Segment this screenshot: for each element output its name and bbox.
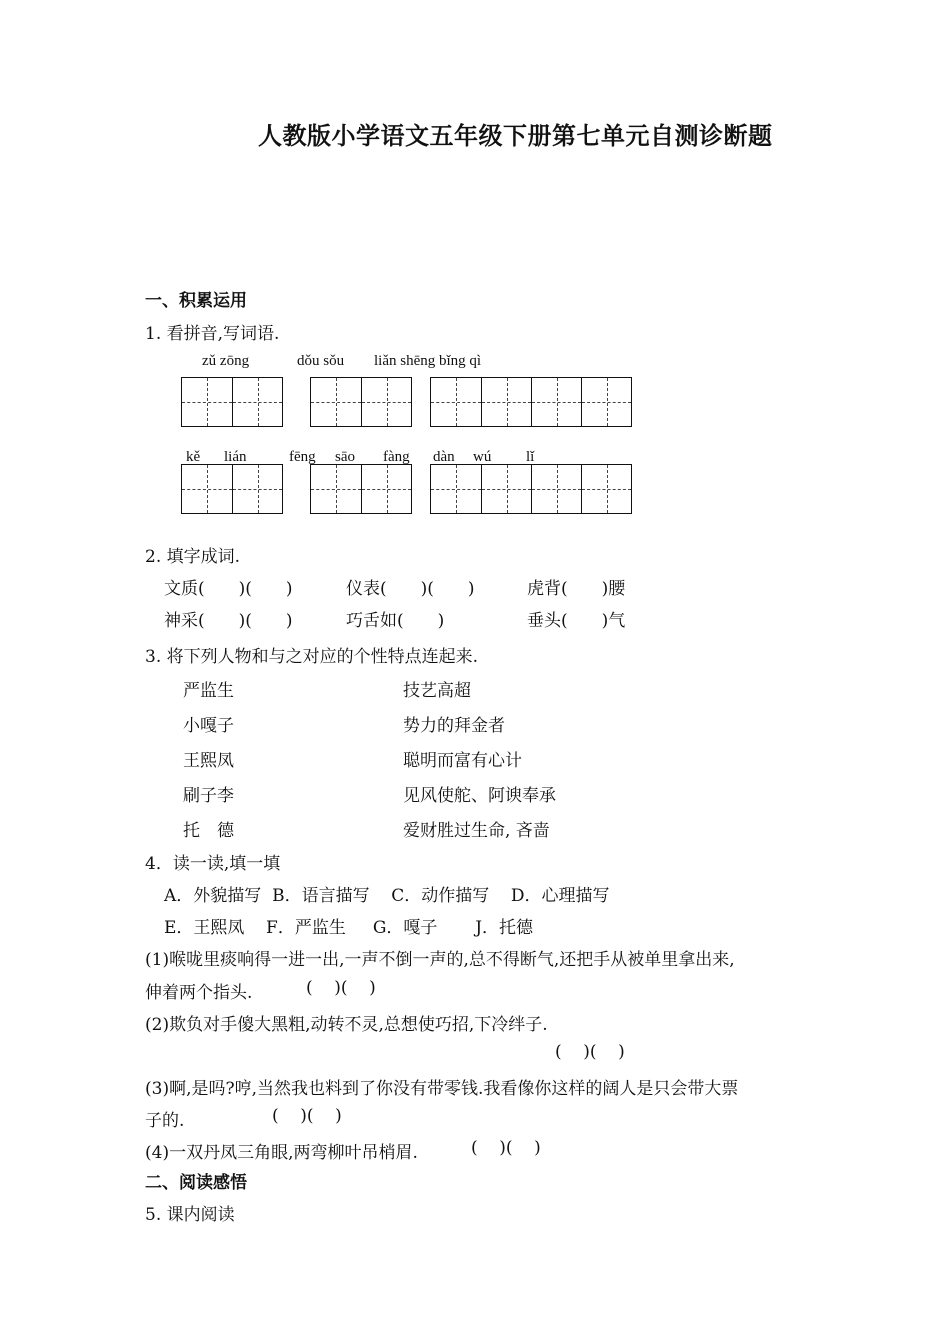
grid-cell[interactable]	[581, 465, 631, 513]
q2-prompt: 2. 填字成词.	[145, 547, 241, 567]
pinyin-label: zǔ zōng	[202, 353, 250, 369]
grid-cell[interactable]	[182, 465, 232, 513]
trait-item[interactable]: 聪明而富有心计	[403, 751, 522, 771]
person-item[interactable]: 王熙凤	[183, 751, 234, 771]
writing-grid[interactable]	[310, 464, 412, 514]
grid-cell[interactable]	[581, 378, 631, 426]
answer-blank[interactable]: ( )( )	[272, 1106, 342, 1126]
pinyin-label: dǒu sǒu	[297, 353, 345, 369]
q1-prompt: 1. 看拼音,写词语.	[145, 324, 280, 344]
writing-grid[interactable]	[181, 464, 283, 514]
grid-cell[interactable]	[232, 465, 282, 513]
grid-cell[interactable]	[182, 378, 232, 426]
pinyin-label: fēng	[289, 449, 316, 465]
answer-blank[interactable]: ( )( )	[471, 1138, 541, 1158]
sentence-text: (4)一双丹凤三角眼,两弯柳叶吊梢眉.	[145, 1143, 418, 1163]
pinyin-label: liǎn shēng bǐng qì	[374, 353, 482, 369]
grid-cell[interactable]	[481, 378, 531, 426]
pinyin-label: sāo	[335, 449, 355, 465]
fill-item[interactable]: 神采( )( )	[164, 611, 293, 631]
person-item[interactable]: 严监生	[183, 681, 234, 701]
pinyin-label: lǐ	[526, 449, 535, 465]
section-heading-1: 一、积累运用	[145, 291, 247, 311]
grid-cell[interactable]	[311, 378, 361, 426]
pinyin-label: fàng	[383, 449, 410, 465]
sentence-text: (1)喉咙里痰响得一进一出,一声不倒一声的,总不得断气,还把手从被单里拿出来,	[145, 950, 735, 970]
grid-cell[interactable]	[361, 465, 411, 513]
grid-cell[interactable]	[232, 378, 282, 426]
trait-item[interactable]: 见风使舵、阿谀奉承	[403, 786, 556, 806]
pinyin-label: kě	[186, 449, 201, 465]
grid-cell[interactable]	[431, 465, 481, 513]
page-title: 人教版小学语文五年级下册第七单元自测诊断题	[258, 122, 773, 150]
grid-cell[interactable]	[531, 465, 581, 513]
person-item[interactable]: 托 德	[183, 821, 234, 841]
q3-prompt: 3. 将下列人物和与之对应的个性特点连起来.	[145, 647, 479, 667]
trait-item[interactable]: 势力的拜金者	[403, 716, 505, 736]
answer-blank[interactable]: ( )( )	[555, 1042, 625, 1062]
person-item[interactable]: 小嘎子	[183, 716, 234, 736]
writing-grid[interactable]	[310, 377, 412, 427]
grid-cell[interactable]	[481, 465, 531, 513]
fill-item[interactable]: 虎背( )腰	[527, 579, 626, 599]
sentence-text: 子的.	[145, 1111, 185, 1131]
trait-item[interactable]: 爱财胜过生命, 吝啬	[403, 821, 550, 841]
pinyin-label: dàn	[433, 449, 455, 465]
sentence-text: (3)啊,是吗?哼,当然我也料到了你没有带零钱.我看像你这样的阔人是只会带大票	[145, 1079, 739, 1099]
fill-item[interactable]: 垂头( )气	[527, 611, 626, 631]
section-heading-2: 二、阅读感悟	[145, 1173, 247, 1193]
sentence-text: 伸着两个指头.	[145, 983, 253, 1003]
pinyin-label: wú	[473, 449, 492, 465]
writing-grid[interactable]	[181, 377, 283, 427]
q5-prompt: 5. 课内阅读	[145, 1205, 235, 1225]
trait-item[interactable]: 技艺高超	[403, 681, 471, 701]
fill-item[interactable]: 文质( )( )	[164, 579, 293, 599]
grid-cell[interactable]	[311, 465, 361, 513]
grid-cell[interactable]	[431, 378, 481, 426]
q4-options: A．外貌描写 B．语言描写 C．动作描写 D．心理描写	[164, 886, 610, 906]
fill-item[interactable]: 巧舌如( )	[346, 611, 445, 631]
answer-blank[interactable]: ( )( )	[306, 978, 376, 998]
q4-options: E．王熙凤 F．严监生 G．嘎子 J．托德	[164, 918, 534, 938]
grid-cell[interactable]	[361, 378, 411, 426]
grid-cell[interactable]	[531, 378, 581, 426]
pinyin-label: lián	[224, 449, 247, 465]
q4-prompt: 4．读一读,填一填	[145, 854, 281, 874]
writing-grid[interactable]	[430, 464, 632, 514]
sentence-text: (2)欺负对手傻大黑粗,动转不灵,总想使巧招,下冷绊子.	[145, 1015, 548, 1035]
fill-item[interactable]: 仪表( )( )	[346, 579, 475, 599]
person-item[interactable]: 刷子李	[183, 786, 234, 806]
writing-grid[interactable]	[430, 377, 632, 427]
